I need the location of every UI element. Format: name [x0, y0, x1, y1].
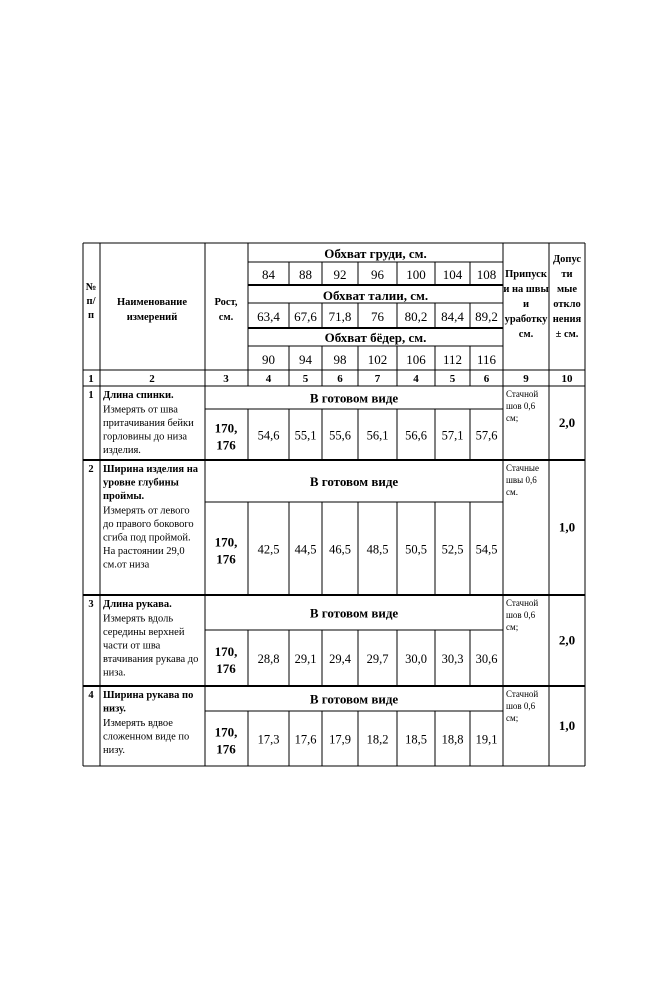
- finished-form-label: В готовом виде: [309, 390, 399, 406]
- row-number: 3: [88, 599, 94, 610]
- height-value: 170,: [214, 420, 238, 436]
- hip-size: 112: [442, 352, 463, 367]
- measurement-value: 55,1: [294, 428, 317, 443]
- header-allowance-label: уработку: [504, 314, 548, 325]
- measurement-value: 18,5: [405, 732, 427, 747]
- measurement-description: низу.: [103, 745, 125, 756]
- hip-girth-title: Обхват бёдер, см.: [324, 330, 427, 345]
- measurement-value: 17,6: [294, 732, 317, 747]
- chest-size: 88: [299, 267, 312, 282]
- measurement-title: уровне глубины: [103, 477, 179, 489]
- measurement-value: 48,5: [366, 542, 389, 557]
- allowance-note: шов 0,6: [506, 701, 536, 711]
- chest-size: 104: [442, 267, 463, 282]
- column-number: 7: [374, 373, 381, 385]
- header-tolerance-label: ± см.: [555, 329, 579, 340]
- column-number: 10: [561, 373, 573, 385]
- header-tolerance-label: нения: [552, 314, 582, 325]
- measurement-value: 30,6: [475, 652, 498, 666]
- measurement-value: 44,5: [294, 542, 317, 557]
- chest-size: 84: [262, 267, 275, 282]
- measurement-description: см.от низа: [103, 559, 150, 571]
- measurement-value: 42,5: [257, 542, 280, 557]
- header-height-label: Рост,: [214, 297, 238, 308]
- measurement-title: проймы.: [103, 491, 145, 502]
- measurement-description: сложенном виде по: [103, 731, 190, 743]
- measurement-value: 50,5: [405, 542, 427, 557]
- measurement-description: горловины до низа: [103, 431, 188, 443]
- column-number: 5: [302, 373, 309, 385]
- measurement-description: Измерять от шва: [103, 404, 178, 416]
- column-number: 6: [337, 373, 343, 385]
- height-value: 170,: [214, 644, 238, 659]
- waist-size: 89,2: [475, 309, 498, 324]
- waist-size: 63,4: [257, 309, 280, 324]
- hip-size: 116: [476, 352, 497, 367]
- measurement-title: Ширина рукава по: [103, 690, 194, 701]
- height-value: 170,: [214, 534, 238, 550]
- allowance-note: шов 0,6: [506, 610, 536, 620]
- allowance-note: см.: [506, 487, 518, 497]
- allowance-note: швы 0,6: [506, 475, 537, 485]
- column-number: 2: [149, 373, 155, 385]
- header-number-label: п: [87, 310, 95, 321]
- measurement-value: 29,1: [294, 652, 317, 666]
- finished-form-label: В готовом виде: [309, 605, 399, 621]
- allowance-note: шов 0,6: [506, 401, 536, 411]
- measurement-value: 18,2: [366, 732, 389, 747]
- height-value: 176: [216, 551, 236, 567]
- allowance-note: Стачной: [506, 598, 539, 608]
- header-height-label: см.: [218, 312, 234, 323]
- measurement-value: 54,6: [257, 428, 280, 443]
- waist-size: 84,4: [441, 309, 464, 324]
- column-number: 3: [223, 373, 229, 385]
- chest-size: 108: [476, 267, 497, 282]
- chest-size: 96: [371, 267, 384, 282]
- measurement-value: 46,5: [329, 542, 351, 557]
- measurement-title: низу.: [103, 703, 126, 715]
- tolerance-value: 2,0: [558, 415, 576, 430]
- tolerance-value: 1,0: [558, 519, 576, 535]
- waist-size: 76: [371, 309, 384, 324]
- finished-form-label: В готовом виде: [309, 691, 399, 707]
- measurement-value: 57,6: [475, 428, 498, 443]
- column-number: 6: [483, 373, 490, 385]
- measurement-value: 19,1: [475, 732, 498, 747]
- column-number: 4: [265, 373, 272, 385]
- chest-girth-title: Обхват груди, см.: [324, 246, 427, 261]
- hip-size: 98: [333, 352, 347, 367]
- measurement-description: середины верхней: [103, 627, 185, 638]
- finished-form-label: В готовом виде: [309, 474, 399, 489]
- row-number: 2: [88, 464, 94, 475]
- measurement-description: притачивания бейки: [103, 418, 194, 429]
- chest-size: 92: [333, 267, 347, 282]
- measurement-value: 29,4: [329, 652, 351, 666]
- row-number: 4: [88, 690, 94, 701]
- measurement-value: 30,3: [441, 652, 464, 666]
- measurement-value: 55,6: [329, 428, 351, 443]
- header-name-label: измерений: [126, 312, 178, 323]
- allowance-note: см;: [506, 622, 519, 632]
- column-number: 5: [449, 373, 456, 385]
- header-allowance-label: и на швы: [503, 284, 549, 295]
- measurement-value: 56,1: [366, 428, 389, 443]
- column-number: 1: [88, 373, 94, 385]
- height-value: 170,: [214, 724, 238, 740]
- header-number-label: п/: [86, 296, 96, 307]
- measurement-description: низа.: [103, 667, 126, 679]
- measurement-value: 17,9: [329, 732, 351, 747]
- measurement-description: до правого бокового: [103, 519, 194, 530]
- measurement-description: Измерять от левого: [103, 505, 190, 517]
- measurement-description: изделия.: [103, 445, 141, 456]
- measurement-description: Измерять вдвое: [103, 718, 173, 729]
- waist-size: 71,8: [328, 309, 352, 324]
- tolerance-value: 1,0: [558, 718, 576, 733]
- waist-girth-title: Обхват талии, см.: [322, 288, 429, 303]
- measurement-value: 18,8: [441, 732, 464, 747]
- measurement-value: 29,7: [366, 652, 389, 666]
- measurement-value: 28,8: [257, 652, 280, 666]
- column-number: 4: [413, 373, 419, 385]
- waist-size: 80,2: [404, 309, 428, 324]
- header-allowance-label: и: [522, 299, 530, 310]
- hip-size: 94: [299, 352, 312, 367]
- measurement-description: сгиба под проймой.: [103, 532, 191, 544]
- measurement-description: Измерять вдоль: [103, 613, 174, 625]
- measurement-value: 17,3: [257, 732, 280, 747]
- allowance-note: Стачные: [506, 463, 539, 473]
- allowance-note: см;: [506, 713, 519, 723]
- measurement-description: На растоянии 29,0: [103, 546, 185, 557]
- measurement-title: Длина рукава.: [103, 599, 172, 610]
- hip-size: 102: [367, 352, 388, 367]
- hip-size: 90: [262, 352, 275, 367]
- measurement-title: Ширина изделия на: [103, 464, 198, 475]
- header-name-label: Наименование: [117, 297, 187, 308]
- row-number: 1: [88, 390, 94, 401]
- header-number-label: №: [85, 282, 97, 293]
- header-allowance-label: Припуск: [505, 269, 547, 280]
- tolerance-value: 2,0: [558, 632, 576, 648]
- measurement-value: 57,1: [441, 428, 464, 443]
- measurement-description: втачивания рукава до: [103, 654, 199, 665]
- chest-size: 100: [406, 267, 426, 282]
- measurement-value: 56,6: [405, 428, 427, 443]
- height-value: 176: [216, 661, 236, 676]
- measurement-title: Длина спинки.: [103, 390, 174, 401]
- allowance-note: Стачной: [506, 689, 539, 699]
- allowance-note: см;: [506, 413, 519, 423]
- measurement-description: части от шва: [103, 640, 161, 652]
- header-tolerance-label: Допус: [552, 254, 582, 265]
- height-value: 176: [216, 741, 236, 757]
- header-tolerance-label: мые: [556, 284, 578, 295]
- allowance-note: Стачной: [506, 389, 539, 399]
- measurement-value: 52,5: [441, 542, 464, 557]
- waist-size: 67,6: [294, 309, 317, 324]
- column-number: 9: [523, 373, 529, 385]
- header-allowance-label: см.: [518, 329, 534, 340]
- hip-size: 106: [406, 352, 426, 367]
- header-tolerance-label: откло: [553, 299, 581, 310]
- measurement-value: 30,0: [405, 652, 427, 666]
- header-tolerance-label: ти: [561, 269, 573, 280]
- height-value: 176: [216, 437, 236, 453]
- measurement-value: 54,5: [475, 542, 498, 557]
